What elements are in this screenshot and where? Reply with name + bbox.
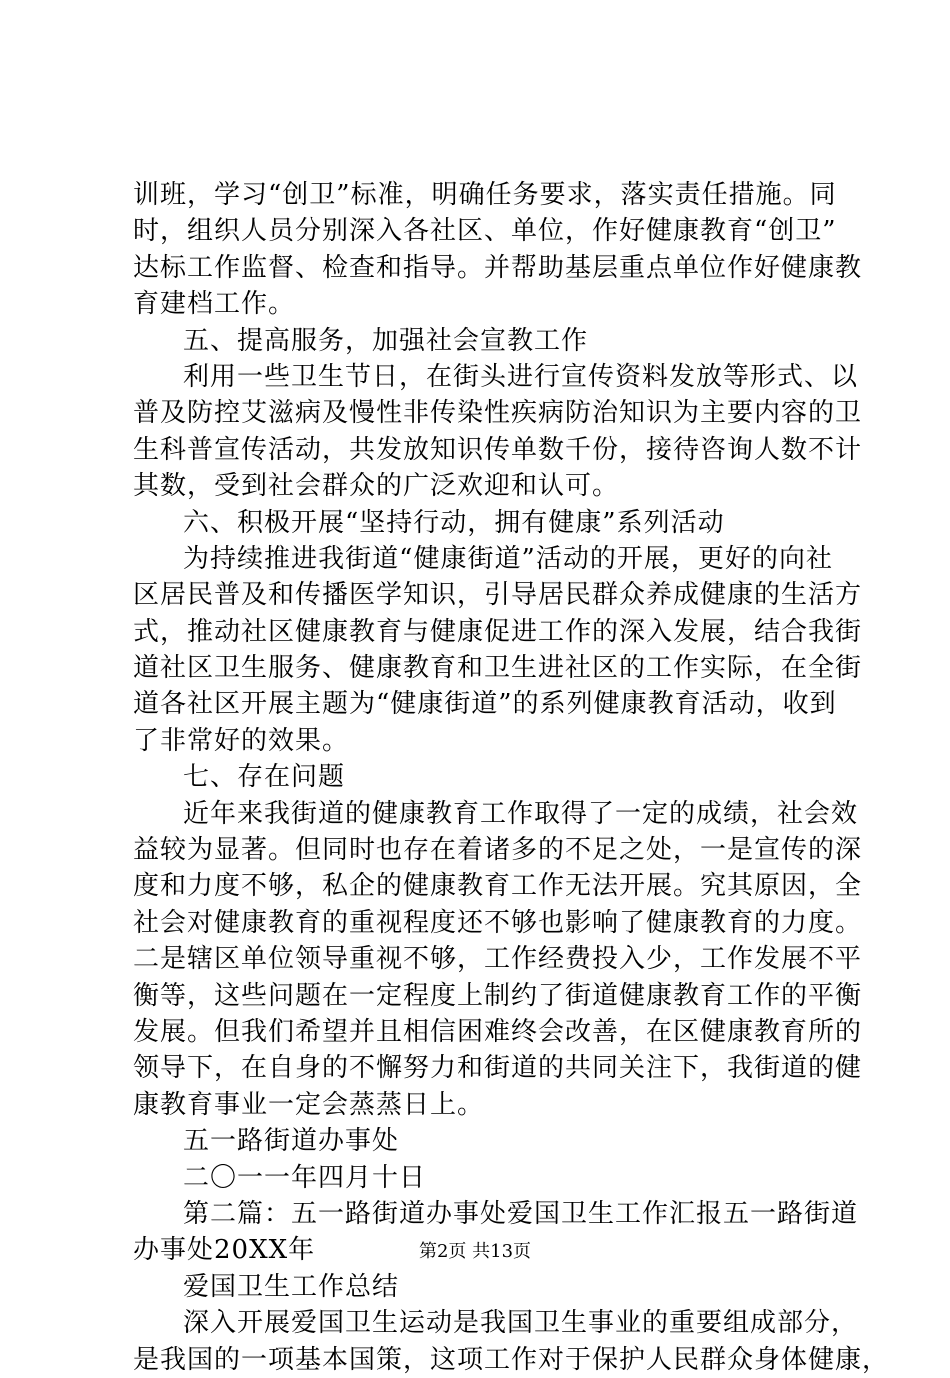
- text-line: 训班，学习“创卫”标准，明确任务要求，落实责任措施。同: [133, 180, 837, 210]
- text-line: 康教育事业一定会蒸蒸日上。: [133, 1089, 485, 1120]
- text-line: 五、提高服务，加强社会宣教工作: [183, 325, 589, 356]
- text-line: 其数，受到社会群众的广泛欢迎和认可。: [133, 471, 620, 502]
- text-line: 普及防控艾滋病及慢性非传染性疾病防治知识为主要内容的卫: [133, 398, 863, 429]
- text-line: 育建档工作。: [133, 289, 296, 320]
- text-line: 利用一些卫生节日，在街头进行宣传资料发放等形式、以: [183, 361, 859, 392]
- text-line: 发展。但我们希望并且相信困难终会改善，在区健康教育所的: [133, 1016, 863, 1047]
- document-body: [133, 177, 890, 1378]
- text-line: 时，组织人员分别深入各社区、单位，作好健康教育“创卫”: [133, 216, 837, 247]
- text-line: 为持续推进我街道“健康街道”活动的开展，更好的向社: [183, 543, 833, 574]
- text-line: 道社区卫生服务、健康教育和卫生进社区的工作实际，在全街: [133, 653, 863, 684]
- text-line: 领导下，在自身的不懈努力和街道的共同关注下，我街道的健: [133, 1053, 863, 1084]
- text-line: 度和力度不够，私企的健康教育工作无法开展。究其原因，全: [133, 871, 863, 902]
- text-line: 二〇一一年四月十日: [183, 1162, 427, 1193]
- text-line: 道各社区开展主题为“健康街道”的系列健康教育活动，收到: [133, 689, 837, 720]
- text-line: 深入开展爱国卫生运动是我国卫生事业的重要组成部分，: [183, 1308, 859, 1339]
- text-line: 了非常好的效果。: [133, 725, 350, 756]
- text-line: 办事处20XX年: [133, 1235, 316, 1266]
- text-line: 是我国的一项基本国策，这项工作对于保护人民群众身体健康，: [133, 1344, 890, 1375]
- text-line: 式，推动社区健康教育与健康促进工作的深入发展，结合我街: [133, 616, 863, 647]
- text-line: 益较为显著。但同时也存在着诸多的不足之处，一是宣传的深: [133, 835, 863, 866]
- text-line: 七、存在问题: [183, 762, 346, 793]
- text-line: 近年来我街道的健康教育工作取得了一定的成绩，社会效: [183, 798, 859, 829]
- text-line: 区居民普及和传播医学知识，引导居民群众养成健康的生活方: [133, 580, 863, 611]
- text-line: 爱国卫生工作总结: [183, 1271, 400, 1302]
- text-line: 第二篇：五一路街道办事处爱国卫生工作汇报五一路街道: [183, 1198, 859, 1229]
- text-line: 生科普宣传活动，共发放知识传单数千份，接待咨询人数不计: [133, 434, 863, 465]
- page-footer: 第2页 共13页: [418, 1241, 532, 1262]
- text-line: 五一路街道办事处: [183, 1126, 400, 1157]
- text-line: 社会对健康教育的重视程度还不够也影响了健康教育的力度。: [133, 907, 863, 938]
- text-line: 六、积极开展“坚持行动，拥有健康”系列活动: [183, 507, 725, 538]
- text-line: 衡等，这些问题在一定程度上制约了街道健康教育工作的平衡: [133, 980, 863, 1011]
- text-line: 达标工作监督、检查和指导。并帮助基层重点单位作好健康教: [133, 252, 863, 283]
- text-line: 二是辖区单位领导重视不够，工作经费投入少，工作发展不平: [133, 944, 863, 975]
